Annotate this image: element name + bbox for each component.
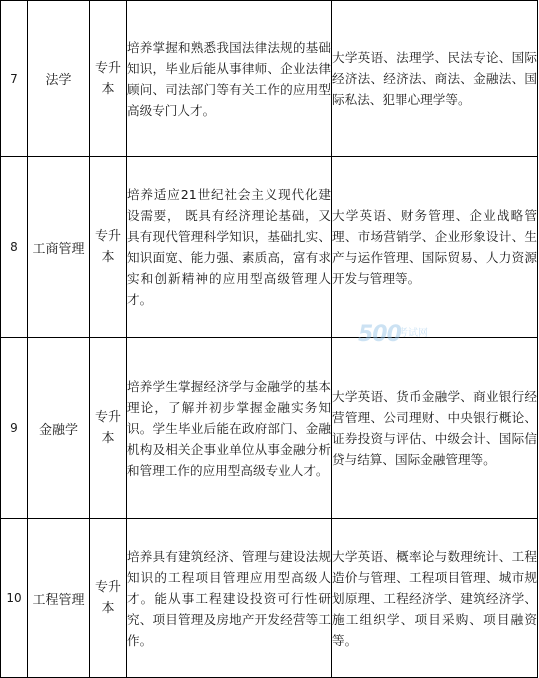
major-name: 工程管理 xyxy=(28,519,90,678)
row-number: 7 xyxy=(1,1,28,157)
main-courses: 大学英语、概率论与数理统计、工程造价与管理、工程项目管理、城市规划原理、工程经济学、建筑经济学、施工组织学、项目采购、项目融资等。 xyxy=(332,519,538,678)
main-courses: 大学英语、财务管理、企业战略管理、市场营销学、企业形象设计、生产与运作管理、国际贸易、人力资源开发与管理等。 xyxy=(332,157,538,338)
row-number: 10 xyxy=(1,519,28,678)
study-level: 专升本 xyxy=(90,157,127,338)
main-courses: 大学英语、法理学、民法专论、国际经济法、经济法、商法、金融法、国际私法、犯罪心理学等。 xyxy=(332,1,538,157)
major-name: 金融学 xyxy=(28,338,90,519)
training-goal: 培养学生掌握经济学与金融学的基本理论，了解并初步掌握金融实务知识。学生毕业后能在政府部门、金融机构及相关企事业单位从事金融分析和管理工作的应用型高级专业人才。 xyxy=(127,338,332,519)
major-name: 法学 xyxy=(28,1,90,157)
training-goal: 培养适应21世纪社会主义现代化建设需要， 既具有经济理论基础，又具有现代管理科学知识，基础扎实、知识面宽、能力强、素质高，富有求实和创新精神的应用型高级管理人才。 xyxy=(127,157,332,338)
table-row xyxy=(1,157,538,338)
row-number: 8 xyxy=(1,157,28,338)
table-row xyxy=(1,1,538,157)
training-goal: 培养掌握和熟悉我国法律法规的基础知识，毕业后能从事律师、企业法律顾问、司法部门等有关工作的应用型高级专门人才。 xyxy=(127,1,332,157)
table-row xyxy=(1,519,538,678)
main-courses: 大学英语、货币金融学、商业银行经营管理、公司理财、中央银行概论、证券投资与评估、中级会计、国际信贷与结算、国际金融管理等。 xyxy=(332,338,538,519)
study-level: 专升本 xyxy=(90,519,127,678)
study-level: 专升本 xyxy=(90,338,127,519)
table-row xyxy=(1,338,538,519)
watermark-logo-number: 500 xyxy=(358,322,401,347)
row-number: 9 xyxy=(1,338,28,519)
study-level: 专升本 xyxy=(90,1,127,157)
watermark-logo-text: 考试网 xyxy=(398,328,428,339)
training-goal: 培养具有建筑经济、管理与建设法规知识的工程项目管理应用型高级人才。能从事工程建设投资可行性研究、项目管理及房地产开发经营等工作。 xyxy=(127,519,332,678)
major-name: 工商管理 xyxy=(28,157,90,338)
